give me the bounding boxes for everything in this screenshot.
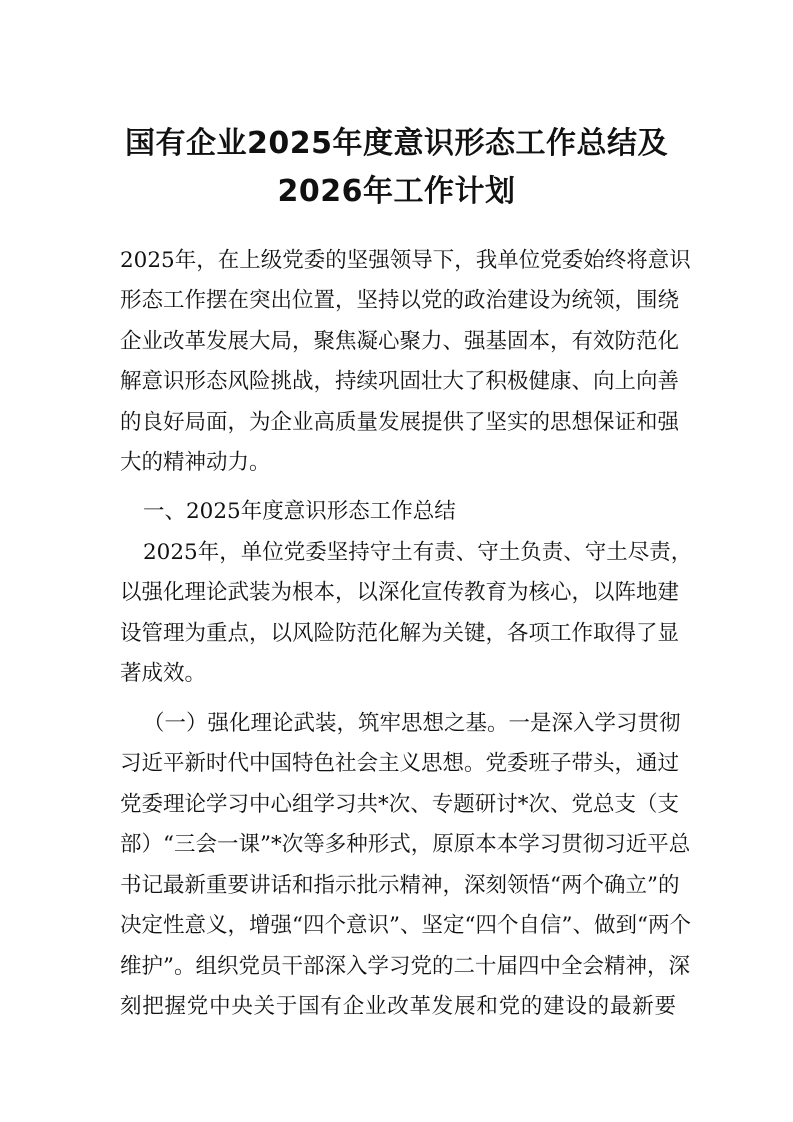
body-line: 大的精神动力。 bbox=[120, 450, 271, 475]
body-line: 刻把握党中央关于国有企业改革发展和党的建设的最新要 bbox=[120, 994, 676, 1019]
body-line: 形态工作摆在突出位置，坚持以党的政治建设为统领，围绕 bbox=[120, 288, 680, 313]
body-line: 习近平新时代中国特色社会主义思想。党委班子带头，通过 bbox=[120, 751, 680, 776]
body-line: 著成效。 bbox=[120, 661, 207, 686]
body-line: 决定性意义，增强“四个意识”、坚定“四个自信”、做到“两个 bbox=[120, 913, 691, 938]
subsection-paragraph-start: （一）强化理论武装，筑牢思想之基。一是深入学习贯彻 bbox=[143, 711, 681, 736]
body-line: 以强化理论武装为根本，以深化宣传教育为核心，以阵地建 bbox=[120, 580, 680, 605]
body-line: 设管理为重点，以风险防范化解为关键，各项工作取得了显 bbox=[120, 621, 680, 646]
document-title-line-2: 2026年工作计划 bbox=[277, 174, 516, 209]
body-line: 解意识形态风险挑战，持续巩固壮大了积极健康、向上向善 bbox=[120, 369, 680, 394]
body-line: 维护”。组织党员干部深入学习党的二十届四中全会精神，深 bbox=[120, 954, 690, 979]
body-line: 2025年，单位党委坚持守土有责、守土负责、守土尽责， bbox=[143, 540, 693, 565]
body-line: 企业改革发展大局，聚焦凝心聚力、强基固本，有效防范化 bbox=[120, 329, 680, 354]
section-heading: 一、2025年度意识形态工作总结 bbox=[143, 499, 456, 524]
body-line: 的良好局面，为企业高质量发展提供了坚实的思想保证和强 bbox=[120, 410, 680, 435]
body-line: 书记最新重要讲话和指示批示精神，深刻领悟“两个确立”的 bbox=[120, 873, 680, 898]
body-line: 部）“三会一课”*次等多种形式，原原本本学习贯彻习近平总 bbox=[120, 832, 691, 857]
body-line: 党委理论学习中心组学习共*次、专题研讨*次、党总支（支 bbox=[120, 792, 680, 817]
body-line: 2025年，在上级党委的坚强领导下，我单位党委始终将意识 bbox=[120, 248, 691, 273]
document-title-line-1: 国有企业2025年度意识形态工作总结及 bbox=[125, 126, 668, 161]
